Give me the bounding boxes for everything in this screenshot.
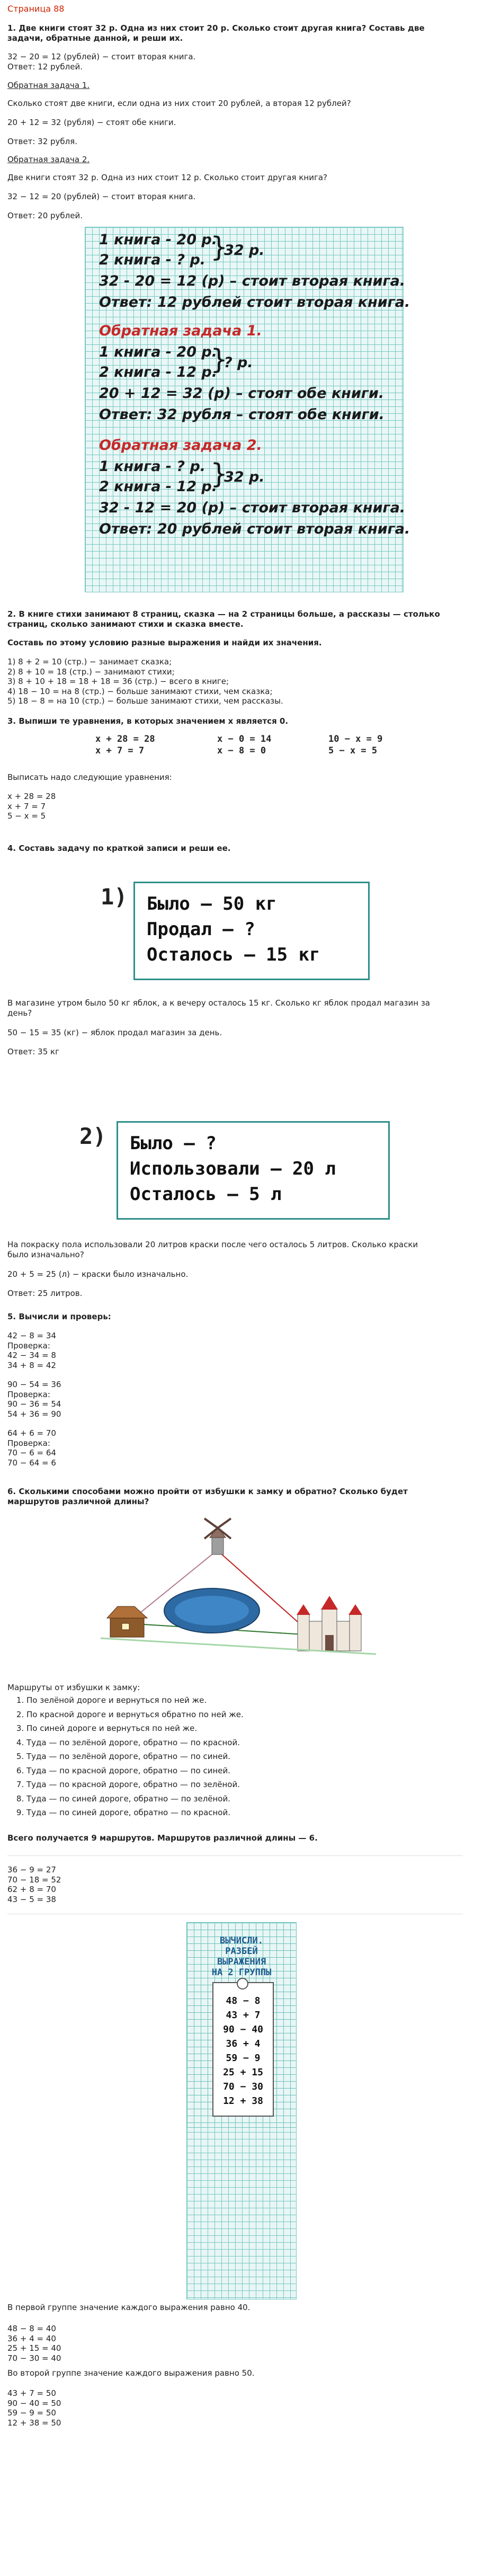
card-c-line3: 32 - 12 = 20 (р) – стоит вторая книга. (99, 500, 406, 516)
task2-subheading: Составь по этому условию разные выражения и найди их значения. (7, 638, 322, 647)
card-a-line2: 2 книга - ? р. (99, 252, 206, 268)
task1-heading-line1: 1. Две книги стоят 32 р. Одна из них стоит 20 р. Сколько стоит другая книга? Составь две (7, 23, 425, 33)
card-title-line3: ВЫРАЖЕНИЯ (217, 1957, 266, 1967)
routes-intro: Маршруты от избушки к замку: (7, 1683, 140, 1692)
calc-line: 90 − 40 = 50 (7, 2398, 61, 2408)
card-a-line4: Ответ: 12 рублей стоит вторая книга. (99, 294, 410, 310)
calc-line: 70 − 30 = 40 (7, 2353, 61, 2363)
list-item: 2) 8 + 10 = 18 (стр.) − занимают стихи; (7, 667, 175, 677)
box2-row3: Осталось — 5 л (130, 1184, 282, 1205)
group1-intro: В первой группе значение каждого выражения равно 40. (7, 2303, 251, 2312)
card-c-line4: Ответ: 20 рублей стоит вторая книга. (99, 521, 410, 537)
task3-heading: 3. Выпиши те уравнения, в которых значением x является 0. (7, 716, 289, 726)
card-expression: 12 + 38 (223, 2095, 263, 2107)
calc-line: 25 + 15 = 40 (7, 2343, 61, 2353)
equation: x − 8 = 0 (217, 745, 266, 756)
card-expression: 43 + 7 (226, 2010, 261, 2021)
task5-group2 (7, 1380, 61, 1419)
card-expression: 25 + 15 (223, 2067, 263, 2078)
card-c-title: Обратная задача 2. (99, 437, 262, 454)
answer-equation: x + 28 = 28 (7, 792, 56, 801)
hut-icon (107, 1606, 147, 1637)
route-item: 4. Туда — по зелёной дороге, обратно — по красной. (26, 1736, 244, 1750)
card-c-line1: 1 книга - ? р. (99, 458, 206, 475)
calc-line: 70 − 64 = 6 (7, 1458, 56, 1468)
card-c-total: 32 р. (224, 469, 265, 485)
routes-list (7, 1693, 244, 1820)
box2-row1: Было — ? (130, 1133, 217, 1154)
task5-heading: 5. Вычисли и проверь: (7, 1312, 111, 1321)
group1-list (7, 2324, 61, 2363)
inverse-task1-text: Сколько стоят две книги, если одна из них стоит 20 рублей, а вторая 12 рублей? (7, 99, 351, 108)
task1-solution: 32 − 20 = 12 (рублей) − стоит вторая книга. (7, 52, 196, 61)
expressions-card (186, 2125, 297, 2299)
calc-line: 90 − 54 = 36 (7, 1380, 61, 1389)
list-item: 4) 18 − 10 = на 8 (стр.) − больше занимают стихи, чем сказка; (7, 686, 273, 696)
task1-notebook-image (85, 227, 410, 592)
inverse-task2-text: Две книги стоят 32 р. Одна из них стоит 12 р. Сколько стоит другая книга? (7, 173, 327, 182)
routes-illustration (79, 1515, 397, 1674)
task4-solution1: 50 − 15 = 35 (кг) − яблок продал магазин за день. (7, 1028, 222, 1037)
route-item: 9. Туда — по синей дороге, обратно — по красной. (26, 1806, 244, 1820)
route-item: 1. По зелёной дороге и вернуться по ней же. (26, 1693, 244, 1708)
inverse-task1-label: Обратная задача 1. (7, 81, 90, 90)
inverse-task2-label: Обратная задача 2. (7, 155, 90, 164)
inverse-task1-solution: 20 + 12 = 32 (рубля) − стоят обе книги. (7, 118, 176, 127)
calc-line: 59 − 9 = 50 (7, 2408, 56, 2418)
task1-heading-line2: задачи, обратные данной, и реши их. (7, 33, 183, 43)
task7-lines (7, 1865, 61, 1904)
expressions-tag (212, 1982, 274, 2117)
card-b-line4: Ответ: 32 рубля – стоят обе книги. (99, 406, 384, 423)
card-expression: 36 + 4 (226, 2038, 261, 2049)
route-item: 5. Туда — по зелёной дороге, обратно — по синей. (26, 1749, 244, 1764)
task4-text2-line1: На покраску пола использовали 20 литров краски после чего осталось 5 литров. Сколько краски (7, 1240, 418, 1249)
card-b-title: Обратная задача 1. (99, 323, 262, 339)
route-item: 3. По синей дороге и вернуться по ней же. (26, 1721, 244, 1736)
card-b-total: ? р. (224, 354, 253, 371)
card-expression: 59 − 9 (226, 2053, 261, 2064)
task2-list (7, 657, 283, 706)
calc-line: 36 − 9 = 27 (7, 1865, 56, 1875)
task1-answer: Ответ: 12 рублей. (7, 62, 83, 72)
short-note-box-1 (133, 882, 370, 980)
calc-line: 36 + 4 = 40 (7, 2333, 56, 2343)
calc-line: 42 − 34 = 8 (7, 1351, 56, 1360)
task4-heading: 4. Составь задачу по краткой записи и реши ее. (7, 843, 231, 853)
divider (7, 1855, 463, 1856)
card-expression: 48 − 8 (226, 1995, 261, 2006)
answer-equation: x + 7 = 7 (7, 801, 46, 811)
card-title-line4: НА 2 ГРУППЫ (211, 1967, 272, 1978)
brace-icon: } (210, 344, 228, 376)
task4-text1-line1: В магазине утром было 50 кг яблок, а к вечеру осталось 15 кг. Сколько кг яблок продал магазин за (7, 998, 431, 1008)
equation: x − 0 = 14 (217, 734, 272, 744)
check-label: Проверка: (7, 1340, 50, 1351)
brace-icon: } (210, 232, 228, 263)
equation: x + 28 = 28 (95, 734, 155, 744)
card-b-line1: 1 книга - 20 р. (99, 344, 217, 360)
route-item: 2. По красной дороге и вернуться обратно по ней же. (26, 1708, 244, 1722)
check-label: Проверка: (7, 1389, 50, 1399)
inverse-task1-answer: Ответ: 32 рубля. (7, 137, 78, 146)
calc-line: 42 − 8 = 34 (7, 1331, 56, 1340)
route-item: 8. Туда — по синей дороге, обратно — по зелёной. (26, 1792, 244, 1806)
calc-line: 90 − 36 = 54 (7, 1399, 61, 1409)
castle-icon (297, 1596, 362, 1651)
task3-intro: Выписать надо следующие уравнения: (7, 772, 172, 782)
calc-line: 62 + 8 = 70 (7, 1885, 56, 1894)
calc-line: 70 − 6 = 64 (7, 1448, 56, 1458)
inverse-task2-answer: Ответ: 20 рублей. (7, 211, 83, 220)
calc-line: 54 + 36 = 90 (7, 1409, 61, 1419)
card-a-line1: 1 книга - 20 р. (99, 232, 217, 248)
card-expression: 70 − 30 (223, 2081, 263, 2092)
calc-line: 34 + 8 = 42 (7, 1360, 56, 1370)
task4-answer2: Ответ: 25 литров. (7, 1289, 83, 1298)
windmill-icon (204, 1518, 231, 1555)
task4-answer1: Ответ: 35 кг (7, 1047, 59, 1056)
route-item: 7. Туда — по красной дороге, обратно — по зелёной. (26, 1778, 244, 1792)
box1-row2: Продал — ? (147, 919, 255, 940)
box2-number: 2) (79, 1123, 106, 1149)
equations-table (85, 733, 402, 760)
list-item: 5) 18 − 8 = на 10 (стр.) − больше занимают стихи, чем рассказы. (7, 696, 283, 706)
task5-group3 (7, 1428, 56, 1468)
group2-list (7, 2388, 61, 2428)
box2-row2: Использовали — 20 л (130, 1158, 336, 1179)
task5-group1 (7, 1331, 56, 1370)
card-a-total: 32 р. (224, 242, 265, 259)
answer-equation: 5 − x = 5 (7, 811, 46, 821)
page-title[interactable]: Страница 88 (7, 4, 65, 14)
task4-text1-line2: день? (7, 1008, 32, 1018)
expressions-card-image (186, 1922, 297, 2128)
task4-solution2: 20 + 5 = 25 (л) − краски было изначально. (7, 1269, 189, 1279)
task6-heading-line1: 6. Сколькими способами можно пройти от избушки к замку и обратно? Сколько будет (7, 1487, 408, 1496)
card-c-line2: 2 книга - 12 р. (99, 478, 217, 495)
task2-heading-line2: страниц, сколько занимают стихи и сказка вместе. (7, 619, 244, 629)
task4-text2-line2: было изначально? (7, 1250, 84, 1259)
task3-answers (7, 792, 56, 821)
lake-highlight (175, 1596, 249, 1625)
task2-heading-line1: 2. В книге стихи занимают 8 страниц, сказка — на 2 страницы больше, а рассказы — столько (7, 609, 440, 619)
equation: 10 − x = 9 (328, 734, 383, 744)
calc-line: 70 − 18 = 52 (7, 1875, 61, 1885)
brace-icon: } (210, 458, 228, 490)
calc-line: 64 + 6 = 70 (7, 1428, 56, 1438)
list-item: 3) 8 + 10 + 18 = 18 + 18 = 36 (стр.) − всего в книге; (7, 677, 229, 686)
card-a-line3: 32 - 20 = 12 (р) – стоит вторая книга. (99, 273, 406, 289)
calc-line: 43 − 5 = 38 (7, 1894, 56, 1904)
equation: x + 7 = 7 (95, 745, 145, 756)
inverse-task2-solution: 32 − 12 = 20 (рублей) − стоит вторая книга. (7, 192, 196, 201)
task6-heading-line2: маршрутов различной длины? (7, 1497, 149, 1506)
check-label: Проверка: (7, 1438, 50, 1448)
short-note-box-2 (117, 1121, 390, 1220)
box1-row1: Было — 50 кг (147, 893, 277, 914)
list-item: 1) 8 + 2 = 10 (стр.) − занимает сказка; (7, 657, 172, 667)
equation: 5 − x = 5 (328, 745, 378, 756)
calc-line: 48 − 8 = 40 (7, 2324, 56, 2333)
route-item: 6. Туда — по красной дороге, обратно — по синей. (26, 1764, 244, 1778)
group2-intro: Во второй группе значение каждого выражения равно 50. (7, 2368, 255, 2378)
calc-line: 43 + 7 = 50 (7, 2388, 56, 2398)
card-b-line2: 2 книга - 12 р. (99, 364, 217, 380)
box1-number: 1) (101, 884, 128, 910)
tag-hole-icon (237, 1978, 248, 1989)
task6-conclusion: Всего получается 9 маршрутов. Маршрутов различной длины — 6. (7, 1833, 318, 1843)
card-title-line2: РАЗБЕЙ (225, 1946, 258, 1957)
calc-line: 12 + 38 = 50 (7, 2418, 61, 2428)
card-b-line3: 20 + 12 = 32 (р) – стоят обе книги. (99, 385, 384, 402)
card-expression: 90 − 40 (223, 2024, 263, 2035)
card-title-line1: ВЫЧИСЛИ. (220, 1935, 263, 1946)
box1-row3: Осталось — 15 кг (147, 944, 320, 965)
